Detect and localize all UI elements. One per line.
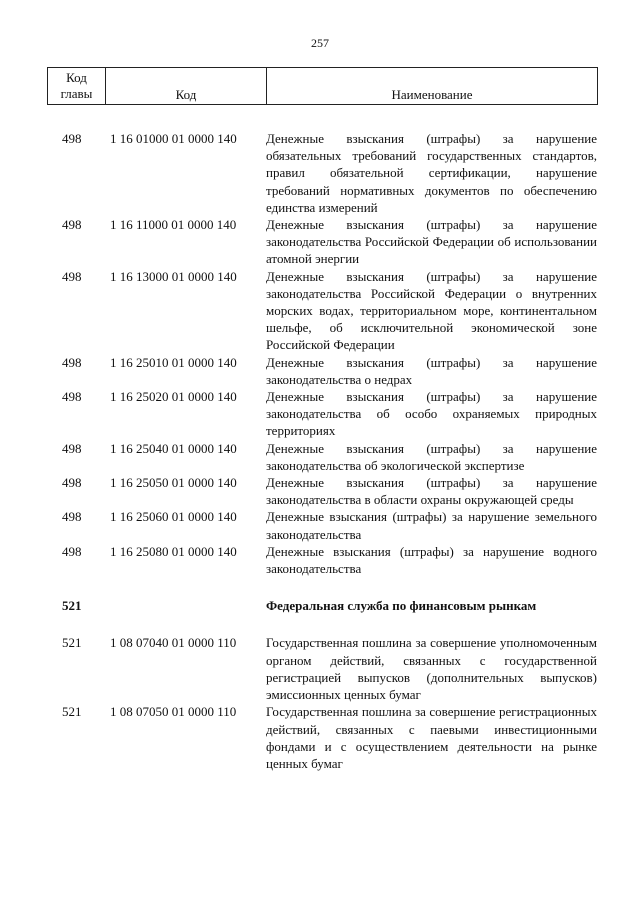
table-body xyxy=(0,130,640,772)
row-name: Денежные взыскания (штрафы) за нарушение законодательства об экологической экспертизе xyxy=(266,440,597,473)
table-row xyxy=(0,703,640,772)
budget-code: 1 16 25010 01 0000 140 xyxy=(110,354,237,370)
budget-code: 1 16 01000 01 0000 140 xyxy=(110,131,237,146)
row-name: Денежные взыскания (штрафы) за нарушение законодательства о недрах xyxy=(266,354,597,387)
row-name: Денежные взыскания (штрафы) за нарушение обязательных требований государственных стандартов, правил обязательной сертификации, нарушение требований нормативных документов по обеспечению единства измерений xyxy=(266,131,597,215)
budget-code: 1 08 07050 01 0000 110 xyxy=(110,704,237,720)
table-header xyxy=(47,67,598,105)
row-name: Государственная пошлина за совершение регистрационных действий, связанных с паевыми инвестиционными фондами и с осуществлением деятельности на рынке ценных бумаг xyxy=(266,704,597,771)
section-row xyxy=(0,597,640,614)
chapter-code: 521 xyxy=(62,635,82,651)
row-name: Государственная пошлина за совершение уполномоченным органом действий, связанных с государственной регистрацией выпусков (дополнительных выпусков) эмиссионных ценных бумаг xyxy=(266,635,597,703)
row-name: Денежные взыскания (штрафы) за нарушение водного законодательства xyxy=(266,543,597,577)
header-name: Наименование xyxy=(391,87,473,102)
header-name-cell xyxy=(267,68,597,104)
table-row xyxy=(0,268,640,354)
page-number: 257 xyxy=(311,36,329,50)
chapter-code: 498 xyxy=(62,354,82,370)
budget-code: 1 16 25080 01 0000 140 xyxy=(110,543,237,559)
table-row xyxy=(0,216,640,268)
chapter-code: 521 xyxy=(62,598,82,614)
row-name: Денежные взыскания (штрафы) за нарушение земельного законодательства xyxy=(266,509,597,542)
budget-code: 1 16 25060 01 0000 140 xyxy=(110,509,237,525)
header-code-cell xyxy=(106,68,267,104)
chapter-code: 498 xyxy=(62,389,82,405)
budget-code: 1 08 07040 01 0000 110 xyxy=(110,635,237,651)
chapter-code: 498 xyxy=(62,509,82,525)
table-row xyxy=(0,130,640,216)
budget-code: 1 16 11000 01 0000 140 xyxy=(110,217,237,233)
row-name: Денежные взыскания (штрафы) за нарушение законодательства Российской Федерации о внутренних морских водах, территориальном море, континентальном шельфе, об исключительной экономической зоне Российской Федерации xyxy=(266,268,597,353)
header-chapter-code-cell xyxy=(48,68,106,104)
header-chapter-code-line2: главы xyxy=(60,86,93,101)
chapter-code: 498 xyxy=(62,131,82,146)
chapter-code: 498 xyxy=(62,440,82,456)
budget-code: 1 16 13000 01 0000 140 xyxy=(110,268,237,284)
section-title: Федеральная служба по финансовым рынкам xyxy=(266,598,537,614)
table-row xyxy=(0,543,640,577)
header-code: Код xyxy=(175,87,197,102)
table-row xyxy=(0,634,640,703)
table-row xyxy=(0,508,640,542)
header-chapter-code-line1: Код xyxy=(66,70,87,85)
table-row xyxy=(0,440,640,474)
chapter-code: 521 xyxy=(62,704,82,720)
row-name: Денежные взыскания (штрафы) за нарушение законодательства Российской Федерации об использовании атомной энергии xyxy=(266,217,597,267)
table-row xyxy=(0,354,640,388)
table-row xyxy=(0,474,640,508)
budget-code: 1 16 25020 01 0000 140 xyxy=(110,389,237,405)
chapter-code: 498 xyxy=(62,475,82,491)
row-name: Денежные взыскания (штрафы) за нарушение законодательства об особо охраняемых природных территориях xyxy=(266,389,597,439)
chapter-code: 498 xyxy=(62,268,82,284)
budget-code: 1 16 25050 01 0000 140 xyxy=(110,475,237,491)
table-row xyxy=(0,388,640,440)
chapter-code: 498 xyxy=(62,217,82,233)
budget-code: 1 16 25040 01 0000 140 xyxy=(110,440,237,456)
chapter-code: 498 xyxy=(62,543,82,559)
row-name: Денежные взыскания (штрафы) за нарушение законодательства в области охраны окружающей среды xyxy=(266,475,597,508)
